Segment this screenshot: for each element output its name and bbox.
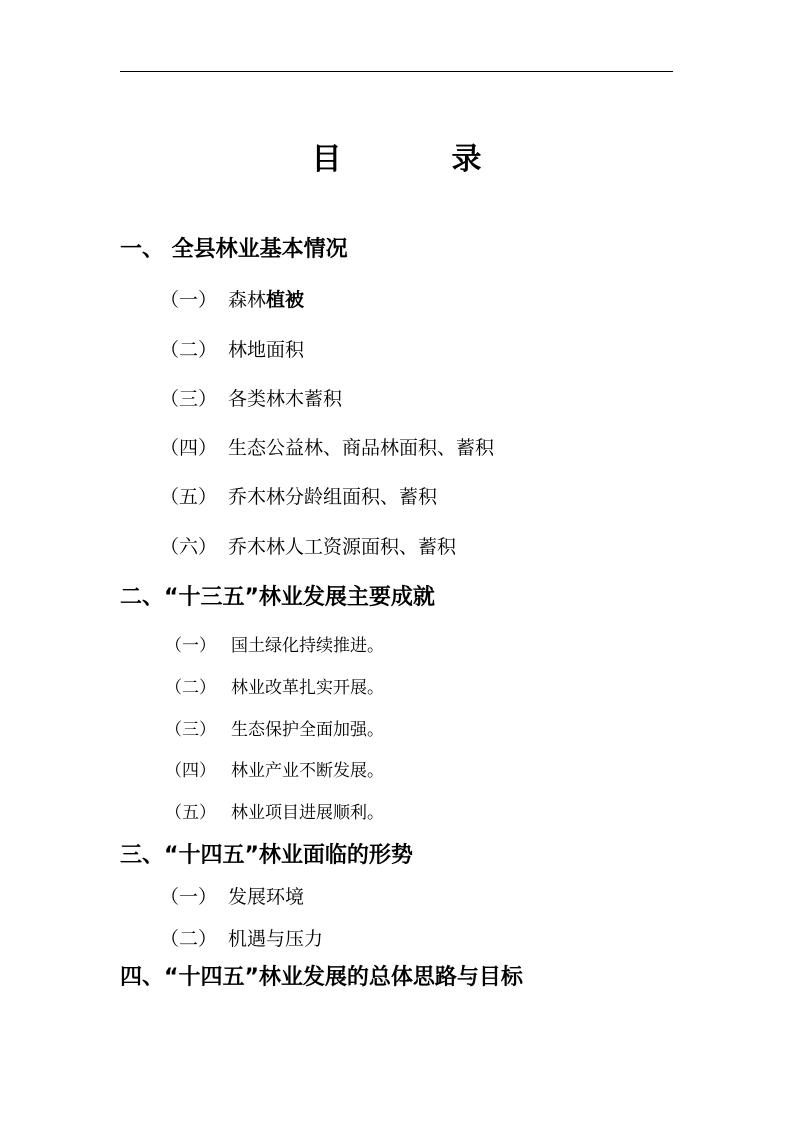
toc-item-number: （一）	[160, 886, 218, 908]
header-rule	[120, 71, 673, 72]
toc-item-number: （二）	[160, 928, 218, 950]
toc-item-3-2[interactable]	[160, 926, 323, 952]
toc-item-label: 乔木林人工资源面积、蓄积	[228, 536, 457, 558]
toc-item-label: 林业产业不断发展。	[231, 761, 384, 781]
toc-item-2-1[interactable]	[165, 634, 384, 658]
section-heading-2[interactable]: 二、“十三五”林业发展主要成就	[120, 585, 435, 610]
toc-item-1-2[interactable]	[160, 337, 304, 363]
toc-item-2-3[interactable]	[165, 718, 384, 742]
toc-item-number: （一）	[160, 289, 218, 311]
toc-item-1-5[interactable]	[160, 484, 437, 510]
toc-item-1-1[interactable]	[160, 287, 304, 313]
toc-item-2-2[interactable]	[165, 676, 384, 700]
toc-item-1-6[interactable]	[160, 534, 456, 560]
toc-item-label: 机遇与压力	[228, 928, 324, 950]
toc-item-label: 生态公益林、商品林面积、蓄积	[228, 437, 495, 459]
toc-item-number: （五）	[165, 803, 216, 823]
section-heading-3[interactable]: 三、“十四五”林业面临的形势	[120, 843, 413, 868]
toc-item-number: （四）	[160, 437, 218, 459]
toc-item-number: （三）	[165, 720, 216, 740]
toc-item-label: 林业改革扎实开展。	[231, 678, 384, 698]
toc-item-label: 国土绿化持续推进。	[231, 636, 384, 656]
toc-item-number: （一）	[165, 636, 216, 656]
toc-item-label-a: 森林	[228, 289, 267, 311]
toc-item-label: 各类林木蓄积	[228, 388, 343, 410]
toc-item-2-4[interactable]	[165, 759, 384, 783]
toc-item-number: （三）	[160, 388, 218, 410]
toc-item-label-b: 植被	[266, 289, 305, 311]
toc-item-number: （五）	[160, 486, 218, 508]
toc-item-number: （二）	[160, 339, 218, 361]
toc-item-label: 林地面积	[228, 339, 305, 361]
toc-item-3-1[interactable]	[160, 884, 304, 910]
toc-item-label: 乔木林分龄组面积、蓄积	[228, 486, 438, 508]
toc-item-label: 发展环境	[228, 886, 305, 908]
toc-item-number: （六）	[160, 536, 218, 558]
toc-item-number: （四）	[165, 761, 216, 781]
toc-item-number: （二）	[165, 678, 216, 698]
section-heading-1[interactable]: 一、 全县林业基本情况	[120, 237, 348, 262]
toc-item-label: 林业项目进展顺利。	[231, 803, 384, 823]
section-heading-4[interactable]: 四、“十四五”林业发展的总体思路与目标	[120, 965, 523, 990]
toc-item-1-3[interactable]	[160, 386, 342, 412]
toc-item-label: 生态保护全面加强。	[231, 720, 384, 740]
toc-item-1-4[interactable]	[160, 435, 494, 461]
toc-item-2-5[interactable]	[165, 801, 384, 825]
page-title: 目 录	[311, 142, 522, 177]
